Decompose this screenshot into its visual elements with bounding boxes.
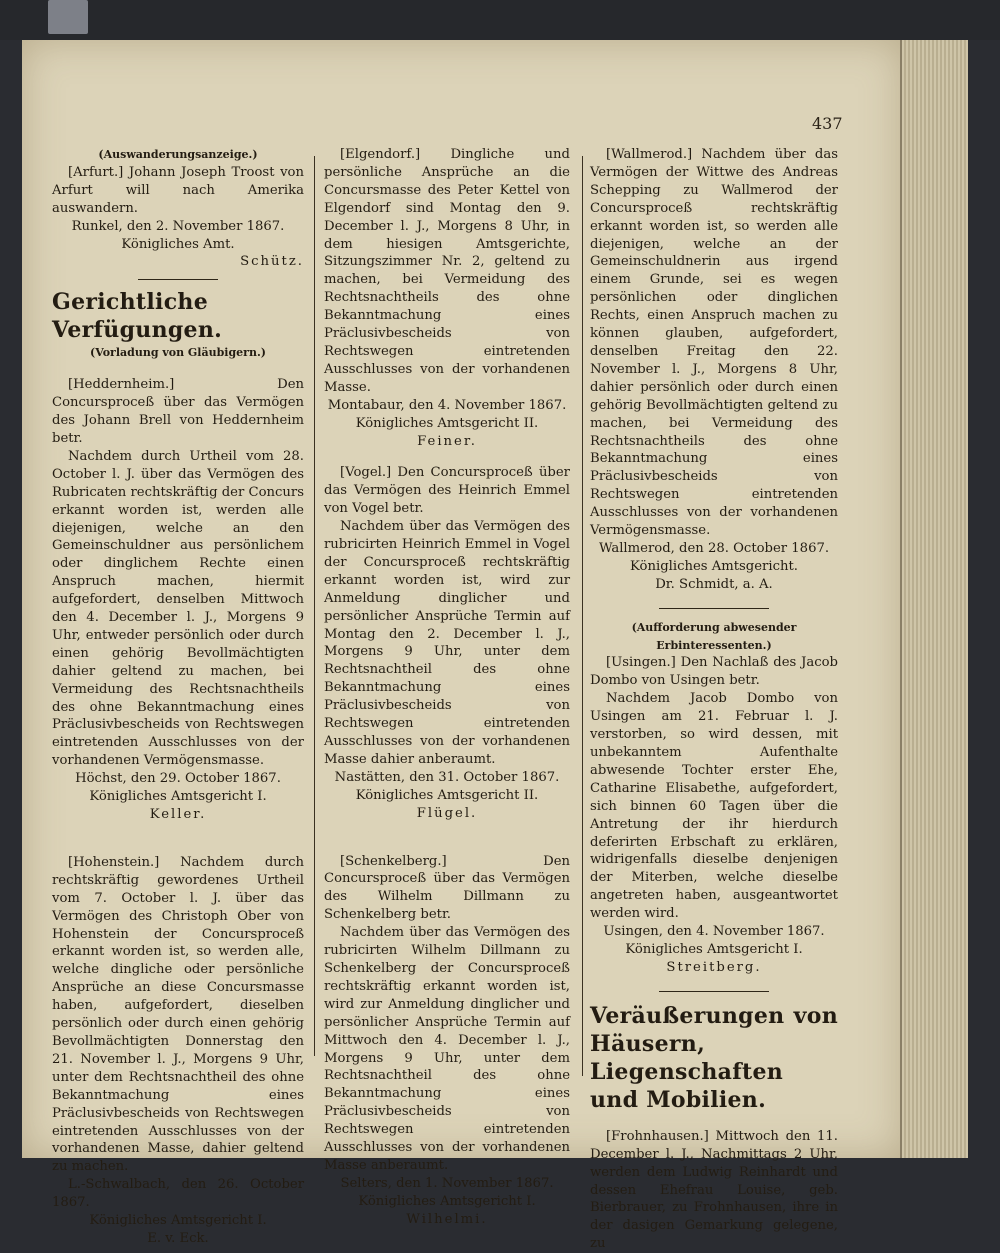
hohenstein-notice: [Hohenstein.] Nachdem durch rechtskräftig gewordenes Urtheil vom 7. October l. J. über das Vermögen des Christoph Ober von Hohenstein der Concursproceß erkannt worden ist, so werden alle, welche dingliche oder persönliche Ansprüche an diese Concursmasse haben, aufgefordert, dieselben persönlich oder durch einen gehörig Bevollmächtigten Donnerstag den 21. November l. J., Morgens 9 Uhr, unter dem Rechtsnachtheil des ohne Bekanntmachung eines Präclusivbescheids von Rechtswegen eintretenden Ausschlusses von der vorhandenen Masse, dahier geltend zu machen.	[52, 854, 304, 1175]
usingen-body: Nachdem Jacob Dombo von Usingen am 21. Februar l. J. verstorben, so wird dessen, mit unbekanntem Aufenthalte abwesende Tochter erster Ehe, Catharine Elisabethe, aufgefordert, sich binnen 60 Tagen über die Antretung der ihr hierdurch deferirten Erbschaft zu erklären, widrigenfalls dieselbe denjenigen der Miterben, welche dieselbe angetreten haben, ausgeantwortet werden wird.	[590, 691, 838, 922]
scanner-clip	[48, 0, 88, 34]
column-2	[324, 146, 570, 1229]
hohenstein-date: L.-Schwalbach, den 26. October 1867.	[52, 1177, 304, 1211]
elgendorf-date: Montabaur, den 4. November 1867.	[327, 397, 567, 413]
schenkelberg-signature: Wilhelmi.	[406, 1211, 488, 1227]
vogel-date: Nastätten, den 31. October 1867.	[334, 769, 560, 785]
hohenstein-signature: E. v. Eck.	[147, 1230, 209, 1246]
erfurt-date: Runkel, den 2. November 1867.	[71, 218, 285, 234]
column-1	[52, 146, 304, 1248]
section-subheading: (Vorladung von Gläubigern.)	[89, 346, 267, 360]
heddernheim-office: Königliches Amtsgericht I.	[89, 789, 267, 805]
elgendorf-signature: Feiner.	[417, 433, 477, 449]
erfurt-notice: [Arfurt.] Johann Joseph Troost von Arfurt will nach Amerika auswandern.	[52, 164, 304, 216]
column-rule-left	[314, 156, 315, 1056]
usingen-date: Usingen, den 4. November 1867.	[603, 924, 825, 940]
vogel-lead: [Vogel.] Den Concursproceß über das Vermögen des Heinrich Emmel von Vogel betr.	[324, 465, 570, 517]
heddernheim-lead: [Heddernheim.] Den Concursproceß über das Vermögen des Johann Brell von Heddernheim betr.	[52, 377, 304, 446]
schenkelberg-lead: [Schenkelberg.] Den Concursproceß über das Vermögen des Wilhelm Dillmann zu Schenkelberg betr.	[324, 853, 570, 923]
usingen-signature: Streitberg.	[666, 959, 762, 975]
erfurt-signature: Schütz.	[240, 254, 304, 270]
wallmerod-notice: [Wallmerod.] Nachdem über das Vermögen der Wittwe des Andreas Schepping zu Wallmerod der Concursproceß rechtskräftig erkannt worden ist, so werden alle diejenigen, welche an der Gemeinschuldnerin aus irgend einem Grunde, sei es wegen persönlichen oder dinglichen Rechts, einen Anspruch machen zu können glauben, aufgefordert, denselben Freitag den 22. November l. J., Morgens 8 Uhr, dahier persönlich oder durch einen gehörig Bevollmächtigten geltend zu machen, bei Vermeidung des Rechtsnachtheils des ohne Bekanntmachung eines Präclusivbescheids von Rechtswegen eintretenden Ausschlusses von der vorhandenen Vermögensmasse.	[590, 147, 838, 539]
schenkelberg-body: Nachdem über das Vermögen des rubricirten Wilhelm Dillmann zu Schenkelberg der Concursproceß rechtskräftig erkannt worden ist, wird zur Anmeldung dinglicher und persönlicher Ansprüche Termin auf Mittwoch den 4. December l. J., Morgens 9 Uhr, unter dem Rechtsnachtheil des ohne Bekanntmachung eines Präclusivbescheids von Rechtswegen eintretenden Ausschlusses von der vorhandenen Masse anberaumt.	[324, 925, 570, 1173]
section-heading: Gerichtliche Verfügungen.	[52, 289, 223, 344]
elgendorf-notice: [Elgendorf.] Dingliche und persönliche Ansprüche an die Concursmasse des Peter Kettel von Elgendorf sind Montag den 9. December l. J., Morgens 8 Uhr, in dem hiesigen Amtsgerichte, Sitzungszimmer Nr. 2, geltend zu machen, bei Vermeidung des Rechtsnachtheils des ohne Bekanntmachung eines Präclusivbescheids von Rechtswegen eintretenden Ausschlusses von der vorhandenen Masse.	[324, 147, 570, 395]
column-3	[590, 146, 838, 1253]
usingen-lead: [Usingen.] Den Nachlaß des Jacob Dombo von Usingen betr.	[590, 655, 838, 689]
column-rule-right	[582, 156, 583, 1076]
usingen-office: Königliches Amtsgericht I.	[625, 941, 803, 957]
section-heading-sales: Veräußerungen von Häusern, Liegenschaften und Mobilien.	[590, 1002, 838, 1113]
hohenstein-office: Königliches Amtsgericht I.	[89, 1213, 267, 1229]
vogel-signature: Flügel.	[416, 805, 478, 821]
divider	[659, 608, 769, 609]
heddernheim-body: Nachdem durch Urtheil vom 28. October l. J. über das Vermögen des Rubricaten rechtskräftig der Concurs erkannt worden ist, werden alle diejenigen, welche an den Gemeinschuldner aus persönlichem oder dinglichem Rechte einen Anspruch machen, hiermit aufgefordert, denselben Mittwoch den 4. December l. J., Morgens 9 Uhr, entweder persönlich oder durch einen gehörig Bevollmächtigten dahier geltend zu machen, bei Vermeidung des Rechtsnachtheils des ohne Bekanntmachung eines Präclusivbescheids von Rechtswegen eintretenden Ausschlusses von der vorhandenen Vermögensmasse.	[52, 448, 304, 769]
wallmerod-date: Wallmerod, den 28. October 1867.	[598, 540, 830, 556]
vogel-office: Königliches Amtsgericht II.	[355, 787, 539, 803]
page-edges	[900, 40, 968, 1158]
frohnhausen-notice: [Frohnhausen.] Mittwoch den 11. December l. J., Nachmittags 2 Uhr, werden dem Ludwig Reinhardt und dessen Ehefrau Louise, geb. Bierbrauer, zu Frohnhausen, ihre in der dasigen Gemarkung gelegene, zu	[590, 1128, 838, 1252]
erfurt-office: Königliches Amt.	[121, 236, 235, 252]
page-number: 437	[812, 114, 843, 133]
heirs-header: (Aufforderung abwesender Erbinteressenten.)	[631, 620, 797, 652]
heddernheim-date: Höchst, den 29. October 1867.	[75, 771, 281, 787]
divider	[138, 279, 218, 280]
divider	[659, 991, 769, 992]
heddernheim-signature: Keller.	[149, 807, 207, 822]
wallmerod-office: Königliches Amtsgericht.	[630, 558, 798, 574]
schenkelberg-date: Selters, den 1. November 1867.	[340, 1175, 554, 1191]
background-band	[0, 0, 1000, 40]
vogel-body: Nachdem über das Vermögen des rubricirten Heinrich Emmel in Vogel der Concursproceß rechtskräftig erkannt worden ist, wird zur Anmeldung dinglicher und persönlicher Ansprüche Termin auf Montag den 2. December l. J., Morgens 9 Uhr, unter dem Rechtsnachtheil des ohne Bekanntmachung eines Präclusivbescheids von Rechtswegen eintretenden Ausschlusses von der vorhandenen Masse dahier anberaumt.	[324, 519, 570, 767]
elgendorf-office: Königliches Amtsgericht II.	[355, 415, 539, 431]
schenkelberg-office: Königliches Amtsgericht I.	[358, 1193, 536, 1209]
wallmerod-signature: Dr. Schmidt, a. A.	[655, 576, 773, 592]
emigration-header: (Auswanderungsanzeige.)	[98, 148, 258, 161]
